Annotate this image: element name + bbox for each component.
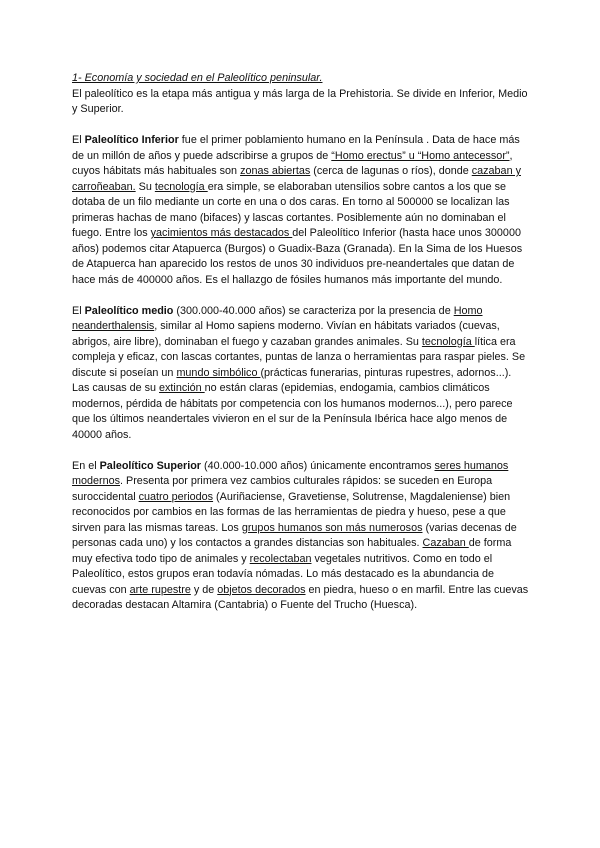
text-run: (varias decenas de personas cada uno) y los contactos a grandes distancias son habituales. bbox=[72, 521, 517, 549]
bold-term: Paleolítico medio bbox=[84, 304, 174, 317]
text-run: fue el primer poblamiento humano en la Península . Data de hace más de un millón de años y puede adscribirse a grupos de bbox=[72, 134, 520, 162]
underlined-term: yacimientos más destacados bbox=[150, 227, 293, 239]
paragraph-paleolitico-medio bbox=[72, 304, 530, 444]
text-run: (cerca de lagunas o ríos), donde bbox=[310, 165, 472, 177]
text-run: del Paleolítico Inferior (hasta hace unos 300000 años) podemos citar Atapuerca (Burgos) o Guadix-Baza (Granada). En la Sima de los Huesos de Atapuerca han aparecido los restos de unos 30 individuos pre-neandertales que datan de hace más de 400000 años. Es el hallazgo de fósiles humanos más importante del mundo. bbox=[72, 227, 523, 286]
underlined-term: zonas abiertas bbox=[240, 165, 311, 177]
paragraph-spacer bbox=[72, 118, 530, 134]
text-run: vegetales nutritivos. Como en todo el Paleolítico, estos grupos eran todavía nómadas. Lo más destacado es la abundancia de cuevas con bbox=[72, 552, 494, 596]
underlined-term: cuatro periodos bbox=[138, 490, 214, 503]
underlined-term: Homo neanderthalensis bbox=[72, 304, 483, 332]
text-run: de forma muy efectiva todo tipo de animales y bbox=[72, 537, 512, 565]
underlined-term: arte rupestre bbox=[129, 583, 191, 596]
text-run: (prácticas funerarias, pinturas rupestres, adornos...). Las causas de su bbox=[72, 366, 512, 394]
paragraph-spacer bbox=[72, 288, 530, 304]
text-run: El bbox=[72, 304, 85, 317]
text-run: , similar al Homo sapiens moderno. Vivían en hábitats variados (cuevas, abrigos, aire libre), dominaban el fuego y cazaban grandes animales. Su bbox=[72, 320, 500, 348]
text-run: (40.000-10.000 años) únicamente encontramos bbox=[201, 459, 435, 472]
text-run: en piedra, hueso o en marfil. Entre las cuevas decoradas destacan Altamira (Cantabria) o Fuente del Trucho (Huesca). bbox=[72, 583, 529, 611]
text-run: era simple, se elaboraban utensilios sobre cantos a los que se dotaba de un filo mediante un corte en una o dos caras. En torno al 500000 se localizan las primeras hachas de mano (bifaces) y lascas cortantes. Posiblemente aún no dominaban el fuego. Entre los bbox=[72, 180, 510, 239]
text-run: Su bbox=[135, 180, 155, 193]
paragraph-paleolitico-inferior bbox=[72, 133, 530, 288]
text-run: El bbox=[72, 134, 85, 146]
underlined-term: Cazaban bbox=[422, 537, 469, 549]
text-run: , cuyos hábitats más habituales son bbox=[72, 149, 513, 177]
underlined-term: “Homo erectus” u “Homo antecessor” bbox=[331, 149, 510, 162]
text-run: En el bbox=[72, 459, 100, 472]
text-run: no están claras (epidemias, endogamia, cambios climáticos modernos, pérdida de hábitats por competencia con los humanos modernos...), pero parece que los últimos neandertales vivieron en el sur de la Península Ibérica hace algo menos de 40000 años. bbox=[72, 382, 513, 441]
text-run: y de bbox=[190, 583, 218, 596]
bold-term: Paleolítico Inferior bbox=[84, 134, 179, 146]
underlined-term: objetos decorados bbox=[217, 583, 306, 596]
paragraph-spacer bbox=[72, 443, 530, 459]
section-heading: 1- Economía y sociedad en el Paleolítico peninsular. bbox=[72, 72, 323, 84]
text-run: lítica era compleja y eficaz, con lascas cortantes, puntas de lanza o herramientas para raspar pieles. Se discute si poseían un bbox=[72, 335, 526, 379]
paragraph-paleolitico-superior bbox=[72, 459, 530, 614]
underlined-term: tecnología bbox=[154, 180, 208, 193]
underlined-term: mundo simbólico bbox=[176, 366, 261, 379]
underlined-term: tecnología bbox=[421, 335, 475, 348]
underlined-term: seres humanos modernos bbox=[72, 459, 509, 487]
underlined-term: extinción bbox=[159, 382, 205, 394]
text-run: (Auriñaciense, Gravetiense, Solutrense, Magdaleniense) bien reconocidos por cambios en las formas de las herramientas de piedra y hueso, pese a que sirven para las mismas tareas. Los bbox=[72, 490, 511, 534]
intro-paragraph: El paleolítico es la etapa más antigua y más larga de la Prehistoria. Se divide en Inferior, Medio y Superior. bbox=[72, 87, 528, 115]
underlined-term: grupos humanos son más numerosos bbox=[241, 521, 423, 534]
underlined-term: recolectaban bbox=[249, 552, 312, 565]
underlined-term: cazaban y carroñeaban. bbox=[72, 165, 521, 193]
text-run: . Presenta por primera vez cambios culturales rápidos: se suceden en Europa suroccidental bbox=[72, 475, 493, 503]
text-run: (300.000-40.000 años) se caracteriza por la presencia de bbox=[173, 304, 454, 317]
bold-term: Paleolítico Superior bbox=[99, 459, 202, 472]
